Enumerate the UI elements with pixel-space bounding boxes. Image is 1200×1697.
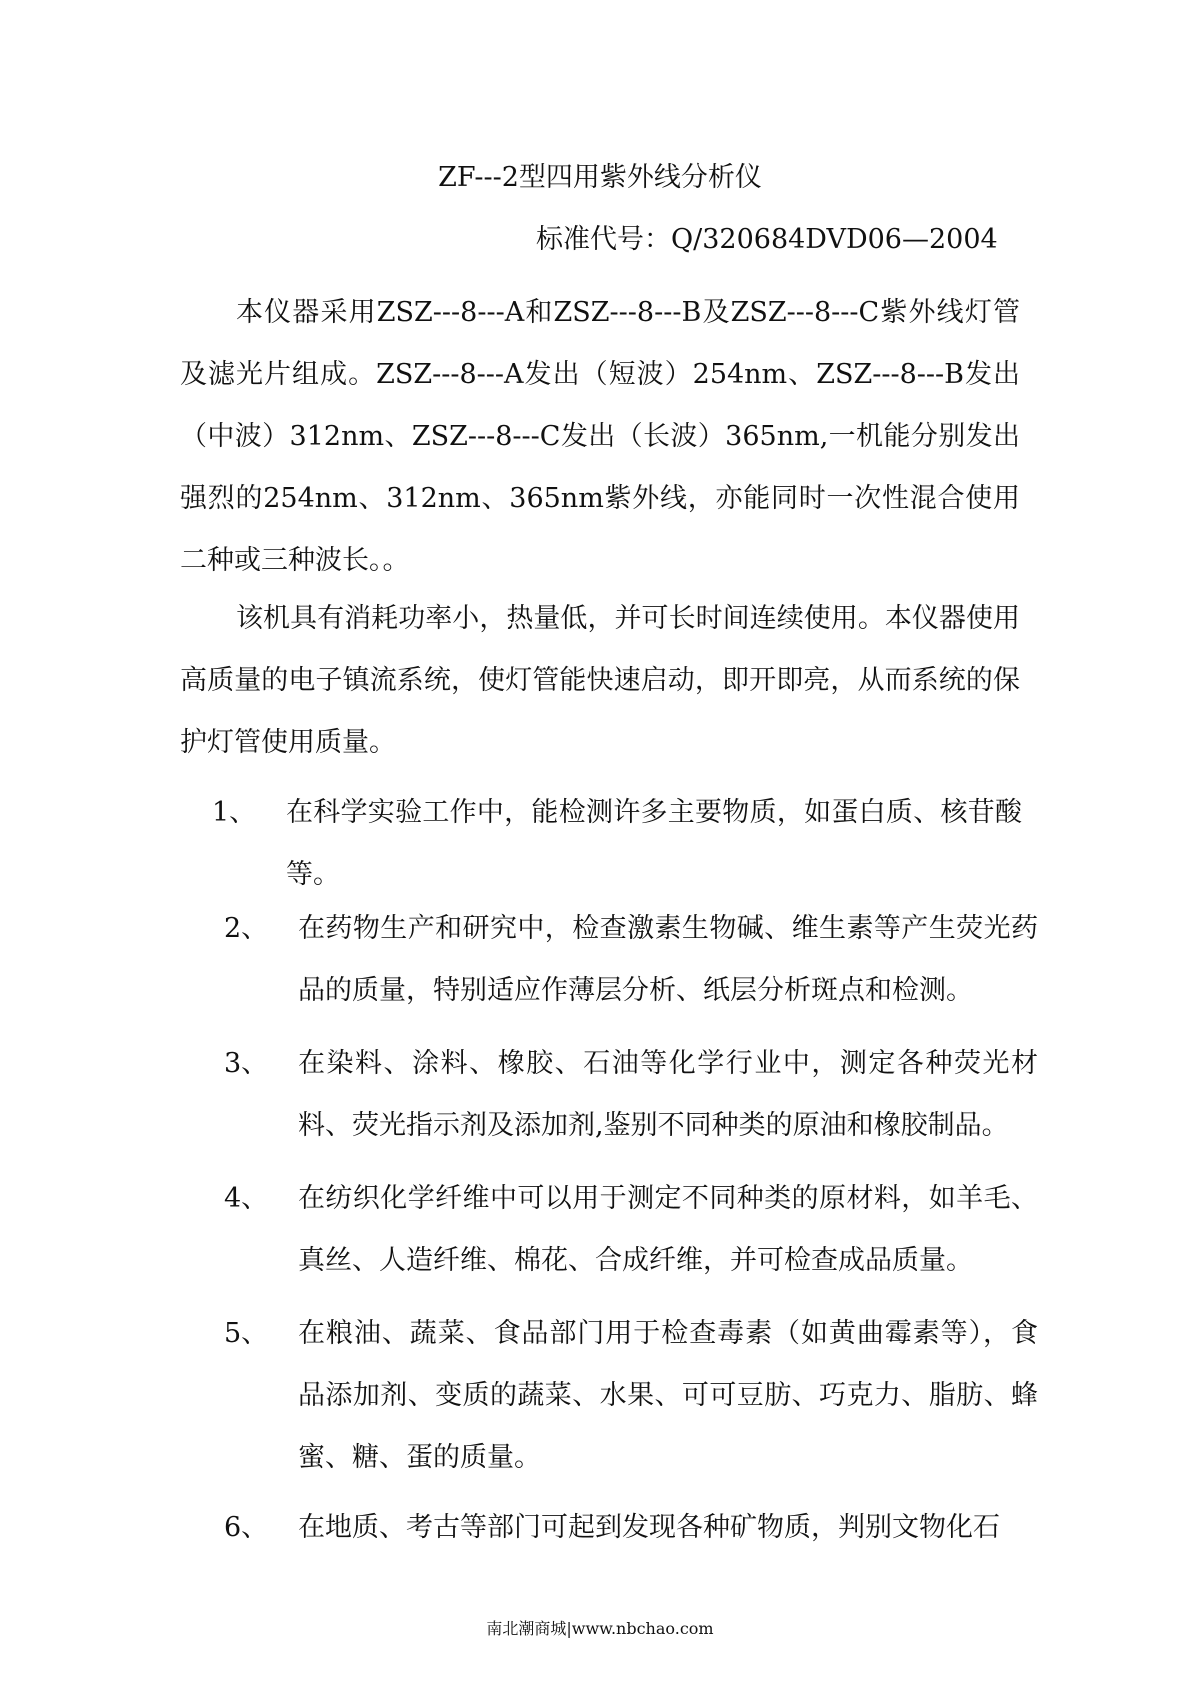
list-item-number: 5、 [224, 1318, 269, 1349]
list-item-number: 4、 [224, 1183, 269, 1214]
list-item-number: 1、 [212, 797, 257, 828]
standard-code: 标准代号：Q/320684DVD06—2004 [536, 224, 998, 255]
footer-watermark: 南北潮商城|www.nbchao.com [486, 1619, 714, 1638]
list-item-text: 在科学实验工作中，能检测许多主要物质，如蛋白质、核苷酸等。 [286, 797, 1022, 890]
paragraph-lamp-description: 本仪器采用ZSZ---8---A和ZSZ---8---B及ZSZ---8---C紫外线灯管及滤光片组成。ZSZ---8---A发出（短波）254nm、ZSZ---8---B发出（中波）312nm、ZSZ---8---C发出（长波）365nm,一机能分别发出强烈的254nm、312nm、365nm紫外线，亦能同时一次性混合使用二种或三种波长。。 [180, 297, 1020, 576]
paragraph-features: 该机具有消耗功率小，热量低，并可长时间连续使用。本仪器使用高质量的电子镇流系统，使灯管能快速启动，即开即亮，从而系统的保护灯管使用质量。 [180, 603, 1020, 758]
list-item-text: 在药物生产和研究中，检查激素生物碱、维生素等产生荧光药品的质量，特别适应作薄层分析、纸层分析斑点和检测。 [298, 913, 1038, 1006]
document-title: ZF---2型四用紫外线分析仪 [438, 162, 762, 193]
list-item-text: 在粮油、蔬菜、食品部门用于检查毒素（如黄曲霉素等），食品添加剂、变质的蔬菜、水果、可可豆肪、巧克力、脂肪、蜂蜜、糖、蛋的质量。 [298, 1318, 1038, 1473]
list-item-number: 6、 [224, 1512, 269, 1543]
list-item-text: 在染料、涂料、橡胶、石油等化学行业中，测定各种荧光材料、荧光指示剂及添加剂,鉴别不同种类的原油和橡胶制品。 [298, 1048, 1038, 1141]
list-item-text: 在地质、考古等部门可起到发现各种矿物质，判别文物化石 [298, 1512, 1000, 1543]
list-item-text: 在纺织化学纤维中可以用于测定不同种类的原材料，如羊毛、真丝、人造纤维、棉花、合成纤维，并可检查成品质量。 [298, 1183, 1038, 1276]
list-item-number: 3、 [224, 1048, 269, 1079]
list-item-number: 2、 [224, 913, 269, 944]
